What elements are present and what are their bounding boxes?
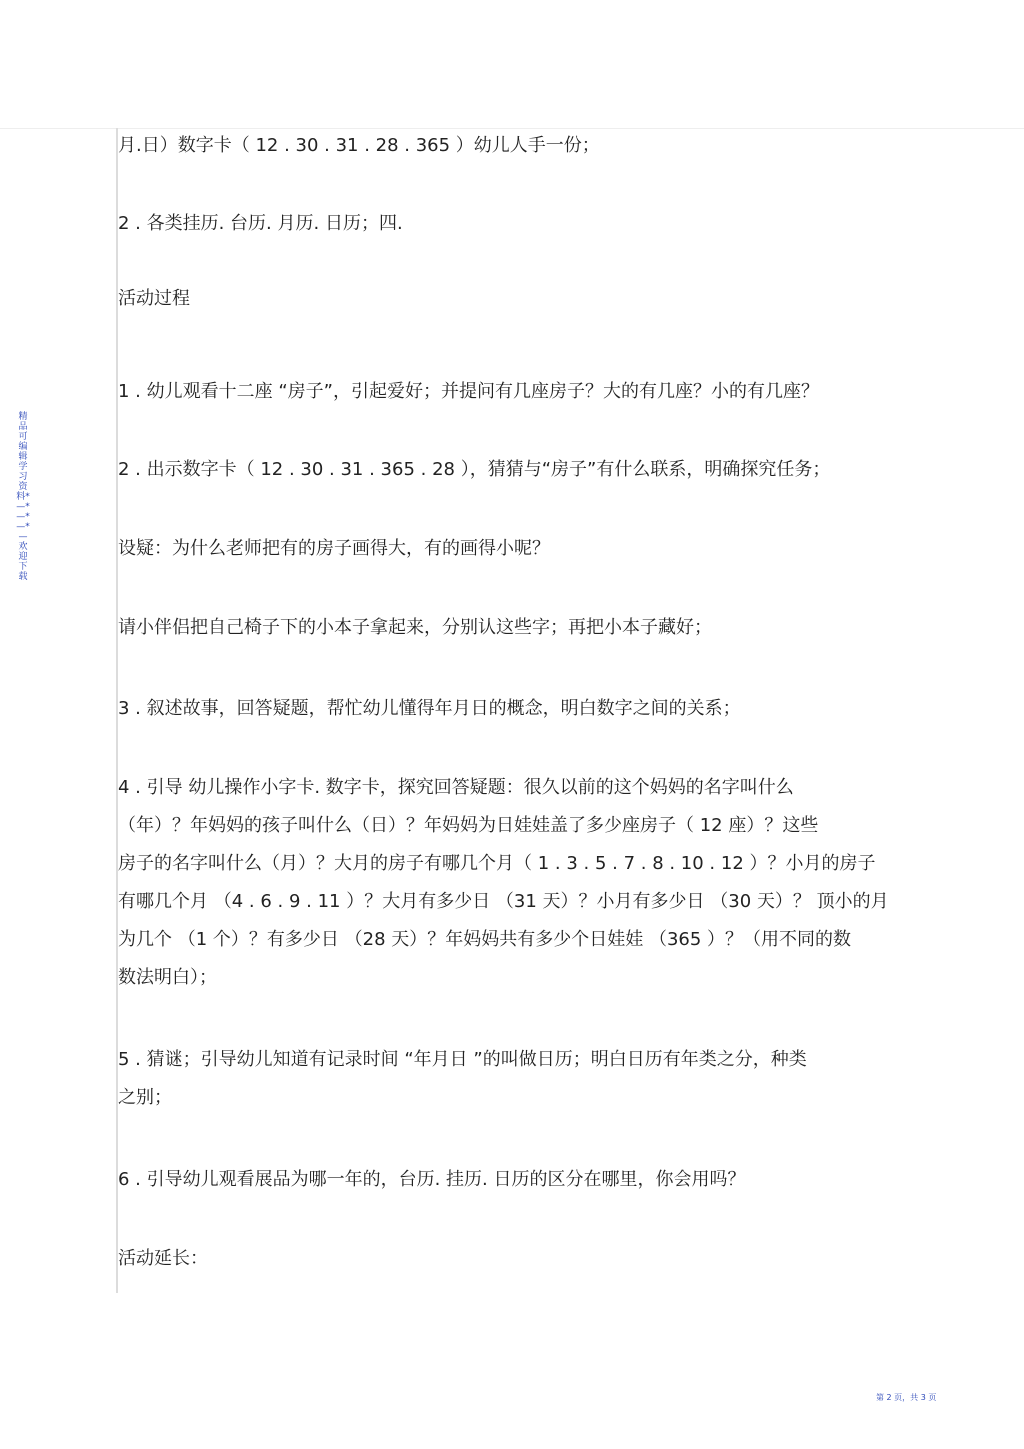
text-line-step-5b: 之别；	[118, 1087, 172, 1108]
text-line-step-4f: 数法明白）；	[118, 967, 217, 988]
text-line-step-4c: 房子的名字叫什么（月）？大月的房子有哪几个月（ 1 . 3 . 5 . 7 . 8 . 10 . 12 ）？小月的房子	[118, 853, 876, 874]
text-line-step-6: 6 . 引导幼儿观看展品为哪一年的，台历. 挂历. 日历的区分在哪里，你会用吗？	[118, 1169, 746, 1190]
text-line-step-3: 3 . 叙述故事，回答疑题，帮忙幼儿懂得年月日的概念，明白数字之间的关系；	[118, 698, 741, 719]
text-line-step-5a: 5 . 猜谜；引导幼儿知道有记录时间 “年月日 ”的叫做日历；明白日历有年类之分，种类	[118, 1049, 807, 1070]
text-line-step-4a: 4 . 引导 幼儿操作小字卡. 数字卡，探究回答疑题：很久以前的这个妈妈的名字叫什么	[118, 777, 794, 798]
section-heading-process: 活动过程	[118, 288, 190, 309]
header-divider	[0, 128, 1024, 129]
text-line-materials-1: 月.日）数字卡（ 12 . 30 . 31 . 28 . 365 ）幼儿人手一份；	[118, 135, 600, 156]
text-line-materials-2: 2 . 各类挂历. 台历. 月历. 日历；四.	[118, 213, 403, 234]
text-line-question: 设疑：为什么老师把有的房子画得大，有的画得小呢？	[118, 538, 550, 559]
text-line-step-1: 1 . 幼儿观看十二座 “房子”，引起爱好；并提问有几座房子？大的有几座？小的有几座？	[118, 381, 819, 402]
section-heading-extension: 活动延长：	[118, 1248, 208, 1269]
text-line-step-4e: 为几个 （1 个）？有多少日 （28 天）？年妈妈共有多少个日娃娃 （365 ）？（用不同的数	[118, 929, 852, 950]
text-line-step-4d: 有哪几个月 （4 . 6 . 9 . 11 ）？大月有多少日 （31 天）？小月有多少日 （30 天）？ 顶小的月	[118, 891, 889, 912]
text-line-step-4b: （年）？年妈妈的孩子叫什么（日）？年妈妈为日娃娃盖了多少座房子（ 12 座）？这些	[118, 815, 819, 836]
side-watermark-note: 精品可编辑学习资料*—*—*—*—欢迎下载	[16, 412, 30, 582]
page-number-footer: 第 2 页，共 3 页	[876, 1393, 937, 1402]
text-line-instruction: 请小伴侣把自己椅子下的小本子拿起来，分别认这些字；再把小本子藏好；	[118, 617, 712, 638]
text-line-step-2: 2 . 出示数字卡（ 12 . 30 . 31 . 365 . 28 ），猜猜与“房子”有什么联系，明确探究任务；	[118, 459, 831, 480]
